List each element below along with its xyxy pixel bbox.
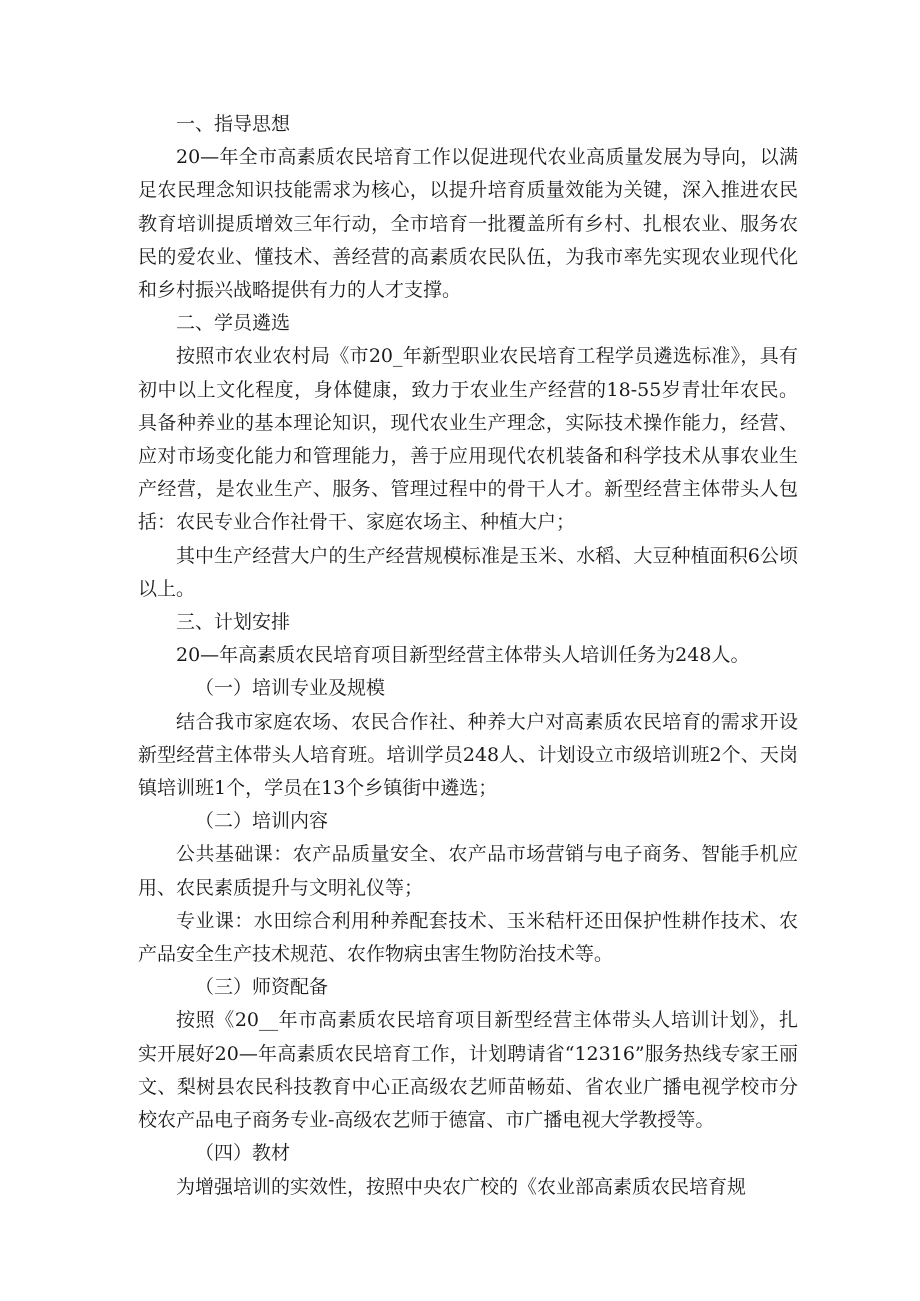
- subheading-majors-scale: （一）培训专业及规模: [195, 677, 386, 700]
- paragraph-guiding-ideology: 20—年全市高素质农民培育工作以促进现代农业高质量发展为导向，以满足农民理念知识技能需求为核心，以提升培育质量效能为关键，深入推进农民教育培训提质增效三年行动，全市培育一批覆盖所有乡村、扎根农业、服务农民的爱农业、懂技术、善经营的高素质农民队伍，为我市率先实现农业现代化和乡村振兴战略提供有力的人才支撑。: [138, 146, 798, 302]
- paragraph-teachers: 按照《20__年市高素质农民培育项目新型经营主体带头人培训计划》，扎实开展好20—年高素质农民培育工作，计划聘请省“12316”服务热线专家王丽文、梨树县农民科技教育中心正高级农艺师苗畅茹、省农业广播电视学校市分校农产品电子商务专业-高级农艺师于德富、市广播电视大学教授等。: [138, 1009, 798, 1132]
- paragraph-training-task: 20—年高素质农民培育项目新型经营主体带头人培训任务为248人。: [176, 644, 750, 667]
- section-heading-trainee-selection: 二、学员遴选: [176, 312, 291, 335]
- paragraph-selection-criteria: 按照市农业农村局《市20_年新型职业农民培育工程学员遴选标准》，具有初中以上文化程度，身体健康，致力于农业生产经营的18-55岁青壮年农民。具备种养业的基本理论知识，现代农业生产理念，实际技术操作能力，经营、应对市场变化能力和管理能力，善于应用现代农机装备和科学技术从事农业生产经营，是农业生产、服务、管理过程中的骨干人才。新型经营主体带头人包括：农民专业合作社骨干、家庭农场主、种植大户；: [138, 345, 798, 534]
- section-heading-plan: 三、计划安排: [176, 611, 291, 634]
- paragraph-professional-courses: 专业课：水田综合利用种养配套技术、玉米秸杆还田保护性耕作技术、农产品安全生产技术规范、农作物病虫害生物防治技术等。: [138, 909, 798, 966]
- paragraph-scale-standard: 其中生产经营大户的生产经营规模标准是玉米、水稻、大豆种植面积6公顷以上。: [138, 544, 798, 600]
- paragraph-public-courses: 公共基础课：农产品质量安全、农产品市场营销与电子商务、智能手机应用、农民素质提升与文明礼仪等；: [138, 843, 798, 899]
- paragraph-majors-scale: 结合我市家庭农场、农民合作社、种养大户对高素质农民培育的需求开设新型经营主体带头人培育班。培训学员248人、计划设立市级培训班2个、天岗镇培训班1个，学员在13个乡镇街中遴选；: [138, 710, 798, 800]
- subheading-textbooks: （四）教材: [195, 1142, 291, 1165]
- subheading-training-content: （二）培训内容: [195, 810, 329, 833]
- document-page: [138, 108, 798, 1204]
- paragraph-textbooks: 为增强培训的实效性，按照中央农广校的《农业部高素质农民培育规: [176, 1175, 747, 1198]
- section-heading-guiding-ideology: 一、指导思想: [176, 113, 291, 135]
- subheading-teachers: （三）师资配备: [195, 976, 329, 999]
